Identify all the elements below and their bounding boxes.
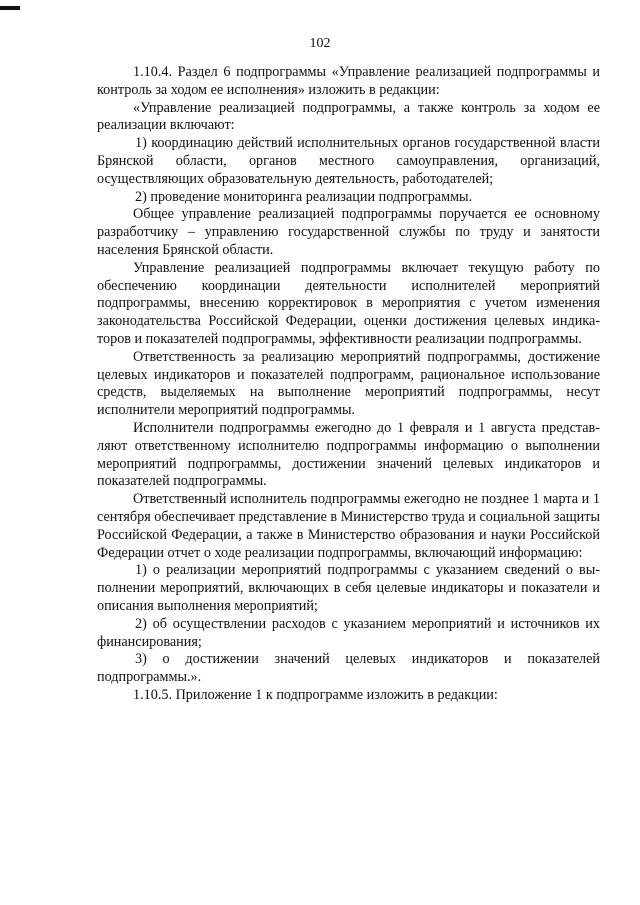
page-number: 102 bbox=[309, 36, 331, 51]
paragraph-executors-reporting: Исполнители подпрограммы ежегодно до 1 февраля и 1 августа представляют ответственному исполнителю подпрограммы информацию о выполнении мероприятий подпрограммы, достижении значений целевых индикаторов и показателей подпрограммы. bbox=[97, 419, 600, 490]
list-item-coordination: 1) координацию действий исполнительных органов государственной власти Брянской области, органов местного самоуправления, организаций, осуществляющих образовательную деятельность, работодателей; bbox=[97, 135, 600, 187]
paragraph-current-work: Управление реализацией подпрограммы включает текущую работу по обеспечению координации деятельности исполнителей мероприятий подпрограммы, внесению корректировок в мероприятия с учетом изменения законодательства Российской Федерации, оценки достижения целевых индикаторов и показателей подпрограммы, эффективности реализации подпрограммы. bbox=[97, 259, 600, 347]
paragraph-section-1-10-5: 1.10.5. Приложение 1 к подпрограмме изложить в редакции: bbox=[133, 686, 498, 703]
paragraph-management-intro: «Управление реализацией подпрограммы, а также контроль за ходом ее реализации включают: bbox=[97, 99, 600, 134]
document-body bbox=[97, 64, 600, 705]
list-item-expenses-info: 2) об осуществлении расходов с указанием мероприятий и источников их финансирования; bbox=[97, 615, 600, 650]
paragraph-responsible-executor: Ответственный исполнитель подпрограммы ежегодно не позднее 1 марта и 1 сентября обеспечивает представление в Министерство труда и социальной защиты Российской Федерации, а также в Министерство образования и науки Российской Федерации отчет о ходе реализации подпрограммы, включающий информацию: bbox=[97, 491, 600, 561]
scan-corner-mark bbox=[0, 6, 20, 10]
paragraph-general-management: Общее управление реализацией подпрограммы поручается ее основному разработчику – управлению государственной службы по труду и занятости населения Брянской области. bbox=[97, 206, 600, 258]
list-item-monitoring: 2) проведение мониторинга реализации подпрограммы. bbox=[135, 188, 473, 205]
paragraph-responsibility: Ответственность за реализацию мероприятий подпрограммы, достижение целевых индикаторов и показателей подпрограмм, рациональное использование средств, выделяемых на выполнение мероприятий подпрограммы, несут исполнители мероприятий подпрограммы. bbox=[97, 348, 600, 419]
list-item-indicators-info: 3) о достижении значений целевых индикаторов и показателей подпрограммы.». bbox=[97, 651, 600, 686]
paragraph-section-1-10-4: 1.10.4. Раздел 6 подпрограммы «Управление реализацией подпрограммы и контроль за ходом ее исполнения» изложить в редакции: bbox=[97, 64, 600, 98]
list-item-implementation-info: 1) о реализации мероприятий подпрограммы с указанием сведений о выполнении мероприятий, включающих в себя целевые индикаторы и показатели и описания выполнения мероприятий; bbox=[97, 562, 600, 614]
